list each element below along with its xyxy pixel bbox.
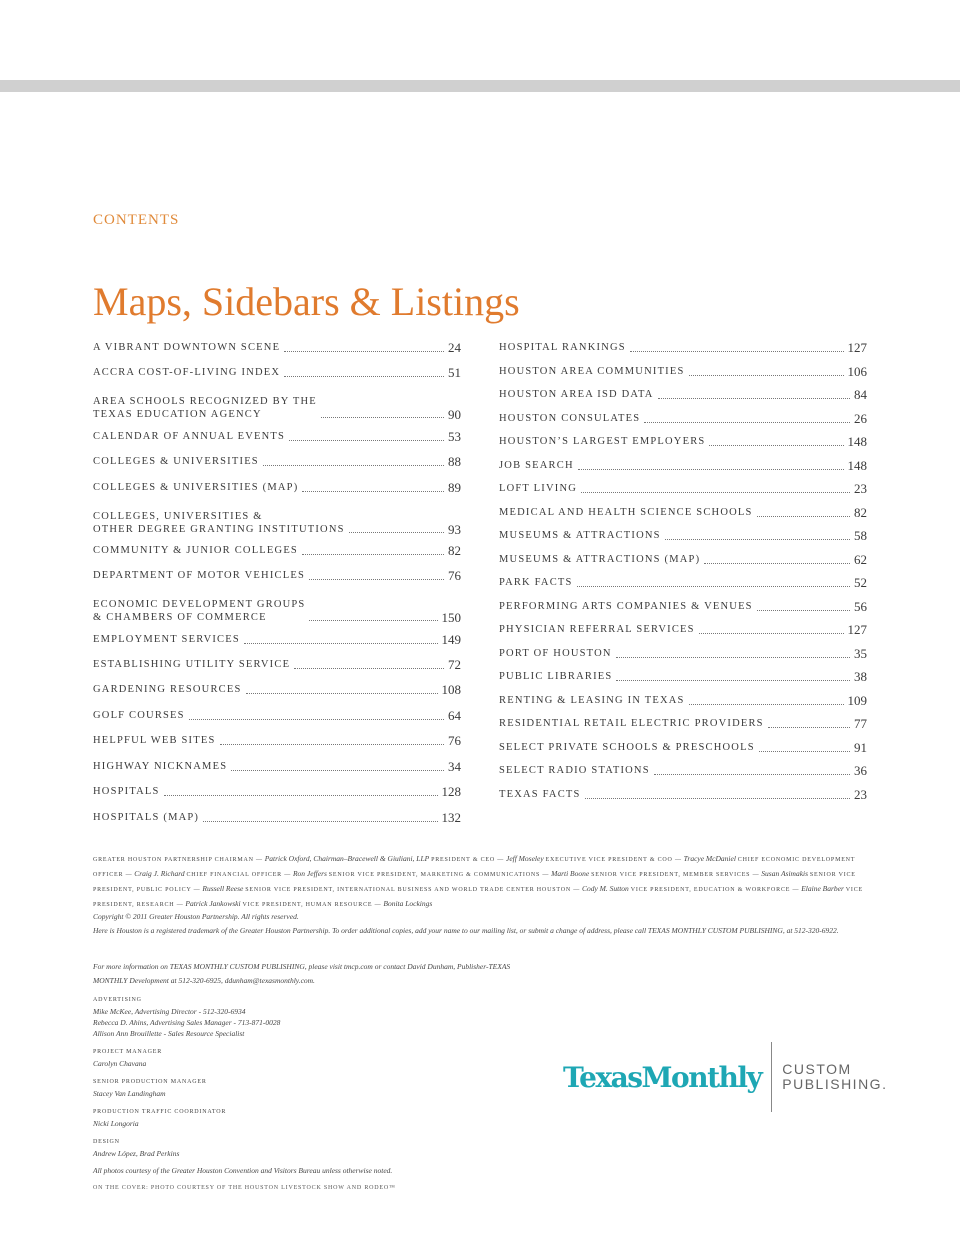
staff-role: EXECUTIVE VICE PRESIDENT & COO — bbox=[545, 857, 682, 863]
dot-leader bbox=[757, 610, 850, 611]
entry-title: A VIBRANT DOWNTOWN SCENE bbox=[93, 342, 281, 353]
staff-name: Elaine Barber bbox=[801, 884, 844, 893]
contents-entry bbox=[93, 786, 461, 799]
contents-entry bbox=[499, 695, 867, 708]
entry-title: PORT OF HOUSTON bbox=[499, 648, 612, 659]
credit-group bbox=[93, 1107, 226, 1129]
credit-line: Rebecca D. Ahins, Advertising Sales Manager - 713-871-0028 bbox=[93, 1018, 281, 1027]
entry-title: HIGHWAY NICKNAMES bbox=[93, 761, 228, 772]
contents-entry bbox=[499, 789, 867, 802]
entry-title: JOB SEARCH bbox=[499, 460, 574, 471]
contents-entry bbox=[499, 507, 867, 520]
dot-leader bbox=[309, 579, 444, 580]
dot-leader bbox=[658, 398, 850, 399]
dot-leader bbox=[263, 465, 444, 466]
entry-page-number: 76 bbox=[448, 733, 461, 748]
entry-page-number: 89 bbox=[448, 480, 461, 495]
staff-name: Tracye McDaniel bbox=[683, 854, 736, 863]
contents-entry bbox=[499, 554, 867, 567]
dot-leader bbox=[689, 375, 844, 376]
contents-entry bbox=[93, 570, 461, 583]
trademark-text: Here is Houston is a registered trademark of the Greater Houston Partnership. To order additional copies, add your name to our mailing list, or submit a change of address, please call TEXAS MONTHLY CUSTOM PUBLISHING, at 512-320-6922. bbox=[93, 926, 839, 935]
contents-entry bbox=[93, 735, 461, 748]
entry-page-number: 93 bbox=[448, 521, 461, 537]
credit-group bbox=[93, 1077, 207, 1099]
credit-heading: DESIGN bbox=[93, 1139, 120, 1145]
entry-title: GOLF COURSES bbox=[93, 710, 185, 721]
dot-leader bbox=[321, 417, 444, 418]
contents-entry bbox=[499, 366, 867, 379]
contents-entry bbox=[499, 765, 867, 778]
staff-role: SENIOR VICE PRESIDENT, MARKETING & COMMUNICATIONS — bbox=[328, 872, 550, 878]
staff-role: VICE PRESIDENT, RESEARCH — bbox=[93, 887, 863, 908]
dot-leader bbox=[581, 492, 850, 493]
entry-page-number: 72 bbox=[448, 657, 461, 672]
cover-credit: ON THE COVER: PHOTO COURTESY OF THE HOUSTON LIVESTOCK SHOW AND RODEO™ bbox=[93, 1185, 396, 1191]
contents-entry bbox=[93, 456, 461, 469]
logo-line-1: CUSTOM bbox=[782, 1061, 852, 1077]
credit-heading: ADVERTISING bbox=[93, 997, 142, 1003]
dot-leader bbox=[757, 516, 850, 517]
contents-entry bbox=[499, 624, 867, 637]
dot-leader bbox=[231, 770, 444, 771]
staff-role: SENIOR VICE PRESIDENT, MEMBER SERVICES — bbox=[591, 872, 760, 878]
dot-leader bbox=[244, 643, 438, 644]
entry-title: ECONOMIC DEVELOPMENT GROUPS & CHAMBERS OF COMMERCE bbox=[93, 599, 306, 623]
entry-title: COLLEGES & UNIVERSITIES (MAP) bbox=[93, 482, 299, 493]
dot-leader bbox=[289, 440, 444, 441]
contents-entry bbox=[499, 483, 867, 496]
entry-page-number: 26 bbox=[854, 411, 867, 426]
entry-title: AREA SCHOOLS RECOGNIZED BY THE TEXAS EDUCATION AGENCY bbox=[93, 396, 317, 420]
contents-entry bbox=[499, 742, 867, 755]
contents-entry bbox=[499, 671, 867, 684]
staff-role: SENIOR VICE PRESIDENT, PUBLIC POLICY — bbox=[93, 872, 856, 893]
entry-page-number: 77 bbox=[854, 716, 867, 731]
staff-name: Craig J. Richard bbox=[134, 869, 185, 878]
entry-page-number: 24 bbox=[448, 340, 461, 355]
entry-title: HOUSTON CONSULATES bbox=[499, 413, 641, 424]
photo-credit: All photos courtesy of the Greater Houston Convention and Visitors Bureau unless otherwise noted. bbox=[93, 1166, 393, 1175]
entry-page-number: 53 bbox=[448, 429, 461, 444]
staff-name: Marti Boone bbox=[551, 869, 590, 878]
contents-entry bbox=[93, 545, 461, 558]
staff-role: VICE PRESIDENT, EDUCATION & WORKFORCE — bbox=[630, 887, 800, 893]
dot-leader bbox=[284, 351, 444, 352]
credit-line: Stacey Van Landingham bbox=[93, 1089, 166, 1098]
entry-page-number: 88 bbox=[448, 454, 461, 469]
more-info-text: For more information on TEXAS MONTHLY CUSTOM PUBLISHING, please visit tmcp.com or contact David Dunham, Publisher-TEXAS MONTHLY Development at 512-320-6925, ddunham@texasmonthly.com. bbox=[93, 962, 511, 985]
entry-page-number: 62 bbox=[854, 552, 867, 567]
entry-page-number: 108 bbox=[441, 682, 461, 697]
logo-line-2: PUBLISHING. bbox=[782, 1076, 888, 1092]
contents-entry bbox=[93, 761, 461, 774]
entry-title: RENTING & LEASING IN TEXAS bbox=[499, 695, 685, 706]
staff-name: Russell Reese bbox=[202, 884, 244, 893]
entry-title: SELECT RADIO STATIONS bbox=[499, 765, 650, 776]
entry-title: PUBLIC LIBRARIES bbox=[499, 671, 613, 682]
dot-leader bbox=[220, 744, 445, 745]
contents-entry bbox=[93, 367, 461, 380]
dot-leader bbox=[665, 539, 850, 540]
entry-page-number: 58 bbox=[854, 528, 867, 543]
entry-page-number: 90 bbox=[448, 406, 461, 422]
entry-title: COLLEGES & UNIVERSITIES bbox=[93, 456, 259, 467]
logo-brand: TexasMonthly bbox=[563, 1060, 762, 1094]
dot-leader bbox=[616, 680, 850, 681]
dot-leader bbox=[189, 719, 444, 720]
entry-title: MUSEUMS & ATTRACTIONS bbox=[499, 530, 661, 541]
staff-role: CHIEF FINANCIAL OFFICER — bbox=[186, 872, 292, 878]
credit-line: Andrew López, Brad Perkins bbox=[93, 1149, 180, 1158]
entry-page-number: 35 bbox=[854, 646, 867, 661]
contents-entry bbox=[93, 511, 461, 536]
entry-page-number: 148 bbox=[847, 458, 867, 473]
entry-page-number: 52 bbox=[854, 575, 867, 590]
entry-title: GARDENING RESOURCES bbox=[93, 684, 242, 695]
entry-page-number: 56 bbox=[854, 599, 867, 614]
entry-page-number: 64 bbox=[448, 708, 461, 723]
entry-title: EMPLOYMENT SERVICES bbox=[93, 634, 240, 645]
texas-monthly-custom-publishing-logo bbox=[563, 1042, 887, 1112]
contents-entry bbox=[499, 342, 867, 355]
entry-title: RESIDENTIAL RETAIL ELECTRIC PROVIDERS bbox=[499, 718, 764, 729]
entry-page-number: 38 bbox=[854, 669, 867, 684]
staff-name: Ron Jeffers bbox=[292, 869, 327, 878]
contents-entry bbox=[499, 460, 867, 473]
contents-entry bbox=[93, 710, 461, 723]
contents-entry bbox=[93, 684, 461, 697]
section-label: CONTENTS bbox=[93, 212, 180, 228]
credit-group bbox=[93, 995, 280, 1039]
entry-page-number: 34 bbox=[448, 759, 461, 774]
credit-group bbox=[93, 1137, 179, 1159]
dot-leader bbox=[585, 798, 850, 799]
credit-heading: PROJECT MANAGER bbox=[93, 1049, 163, 1055]
staff-role: VICE PRESIDENT, HUMAN RESOURCE — bbox=[242, 902, 382, 908]
entry-page-number: 128 bbox=[441, 784, 461, 799]
dot-leader bbox=[578, 469, 844, 470]
credit-line: Nicki Longoria bbox=[93, 1119, 139, 1128]
entry-page-number: 150 bbox=[441, 609, 461, 625]
entry-title: LOFT LIVING bbox=[499, 483, 578, 494]
contents-entry bbox=[93, 431, 461, 444]
dot-leader bbox=[284, 376, 444, 377]
logo-subtitle bbox=[782, 1062, 887, 1092]
entry-title: PHYSICIAN REFERRAL SERVICES bbox=[499, 624, 695, 635]
contents-entry bbox=[93, 659, 461, 672]
entry-page-number: 36 bbox=[854, 763, 867, 778]
dot-leader bbox=[164, 795, 438, 796]
dot-leader bbox=[203, 821, 437, 822]
staff-role: CHIEF ECONOMIC DEVELOPMENT OFFICER — bbox=[93, 857, 856, 878]
contents-entry bbox=[499, 389, 867, 402]
dot-leader bbox=[689, 704, 844, 705]
staff-role: SENIOR VICE PRESIDENT, INTERNATIONAL BUSINESS AND WORLD TRADE CENTER HOUSTON — bbox=[245, 887, 581, 893]
entry-page-number: 91 bbox=[854, 740, 867, 755]
staff-name: Susan Asimakis bbox=[761, 869, 809, 878]
entry-page-number: 109 bbox=[847, 693, 867, 708]
contents-entry bbox=[499, 601, 867, 614]
staff-name: Patrick Jankowski bbox=[185, 899, 241, 908]
dot-leader bbox=[759, 751, 850, 752]
dot-leader bbox=[577, 586, 850, 587]
contents-entry bbox=[499, 436, 867, 449]
contents-entry bbox=[93, 812, 461, 825]
entry-title: HOSPITAL RANKINGS bbox=[499, 342, 626, 353]
contents-entry bbox=[499, 648, 867, 661]
entry-title: TEXAS FACTS bbox=[499, 789, 581, 800]
dot-leader bbox=[768, 727, 850, 728]
entry-title: HOUSTON AREA ISD DATA bbox=[499, 389, 654, 400]
credit-heading: SENIOR PRODUCTION MANAGER bbox=[93, 1079, 207, 1085]
entry-title: HOUSTON’S LARGEST EMPLOYERS bbox=[499, 436, 706, 447]
entry-page-number: 23 bbox=[854, 481, 867, 496]
entry-title: PERFORMING ARTS COMPANIES & VENUES bbox=[499, 601, 753, 612]
credit-line: Carolyn Chavana bbox=[93, 1059, 147, 1068]
dot-leader bbox=[704, 563, 850, 564]
dot-leader bbox=[302, 491, 444, 492]
entry-page-number: 149 bbox=[441, 632, 461, 647]
entry-title: DEPARTMENT OF MOTOR VEHICLES bbox=[93, 570, 305, 581]
entry-title: CALENDAR OF ANNUAL EVENTS bbox=[93, 431, 286, 442]
dot-leader bbox=[349, 532, 444, 533]
entry-title: COLLEGES, UNIVERSITIES & OTHER DEGREE GRANTING INSTITUTIONS bbox=[93, 511, 345, 535]
contents-entry bbox=[93, 634, 461, 647]
entry-title: PARK FACTS bbox=[499, 577, 573, 588]
entry-title: HELPFUL WEB SITES bbox=[93, 735, 216, 746]
entry-page-number: 106 bbox=[847, 364, 867, 379]
contents-entry bbox=[499, 718, 867, 731]
copyright-text: Copyright © 2011 Greater Houston Partnership. All rights reserved. bbox=[93, 912, 299, 921]
contents-entry bbox=[93, 396, 461, 421]
entry-page-number: 82 bbox=[854, 505, 867, 520]
staff-name: Patrick Oxford, Chairman–Bracewell & Giuliani, LLP bbox=[264, 854, 430, 863]
entry-title: SELECT PRIVATE SCHOOLS & PRESCHOOLS bbox=[499, 742, 755, 753]
entry-page-number: 132 bbox=[441, 810, 461, 825]
entry-page-number: 84 bbox=[854, 387, 867, 402]
dot-leader bbox=[616, 657, 850, 658]
dot-leader bbox=[699, 633, 844, 634]
staff-name: Jeff Moseley bbox=[505, 854, 544, 863]
staff-name: Bonita Lockings bbox=[383, 899, 433, 908]
credit-line: Mike McKee, Advertising Director - 512-320-6934 bbox=[93, 1007, 246, 1016]
staff-role: PRESIDENT & CEO — bbox=[431, 857, 505, 863]
contents-entry bbox=[93, 342, 461, 355]
entry-page-number: 127 bbox=[847, 340, 867, 355]
entry-page-number: 148 bbox=[847, 434, 867, 449]
staff-role: GREATER HOUSTON PARTNERSHIP CHAIRMAN — bbox=[93, 857, 263, 863]
dot-leader bbox=[246, 693, 438, 694]
staff-name: Cody M. Sutton bbox=[581, 884, 629, 893]
entry-title: ESTABLISHING UTILITY SERVICE bbox=[93, 659, 291, 670]
contents-entry bbox=[93, 599, 461, 624]
dot-leader bbox=[644, 422, 850, 423]
entry-page-number: 51 bbox=[448, 365, 461, 380]
contents-entry bbox=[499, 413, 867, 426]
entry-title: COMMUNITY & JUNIOR COLLEGES bbox=[93, 545, 298, 556]
dot-leader bbox=[630, 351, 844, 352]
entry-title: ACCRA COST-OF-LIVING INDEX bbox=[93, 367, 281, 378]
entry-page-number: 127 bbox=[847, 622, 867, 637]
top-gray-bar bbox=[0, 80, 960, 92]
entry-page-number: 23 bbox=[854, 787, 867, 802]
staff-listing bbox=[93, 852, 863, 912]
entry-page-number: 76 bbox=[448, 568, 461, 583]
dot-leader bbox=[654, 774, 850, 775]
entry-page-number: 82 bbox=[448, 543, 461, 558]
logo-divider bbox=[771, 1042, 772, 1112]
page-title: Maps, Sidebars & Listings bbox=[93, 279, 520, 324]
dot-leader bbox=[709, 445, 843, 446]
contents-entry bbox=[499, 530, 867, 543]
credit-heading: PRODUCTION TRAFFIC COORDINATOR bbox=[93, 1109, 227, 1115]
credit-group bbox=[93, 1047, 162, 1069]
dot-leader bbox=[302, 554, 444, 555]
dot-leader bbox=[309, 620, 437, 621]
dot-leader bbox=[294, 668, 444, 669]
contents-entry bbox=[499, 577, 867, 590]
credit-line: Allison Ann Brouillette - Sales Resource Specialist bbox=[93, 1029, 245, 1038]
entry-title: MEDICAL AND HEALTH SCIENCE SCHOOLS bbox=[499, 507, 753, 518]
entry-title: MUSEUMS & ATTRACTIONS (MAP) bbox=[499, 554, 701, 565]
entry-title: HOSPITALS (MAP) bbox=[93, 812, 200, 823]
entry-title: HOSPITALS bbox=[93, 786, 160, 797]
contents-entry bbox=[93, 482, 461, 495]
entry-title: HOUSTON AREA COMMUNITIES bbox=[499, 366, 685, 377]
